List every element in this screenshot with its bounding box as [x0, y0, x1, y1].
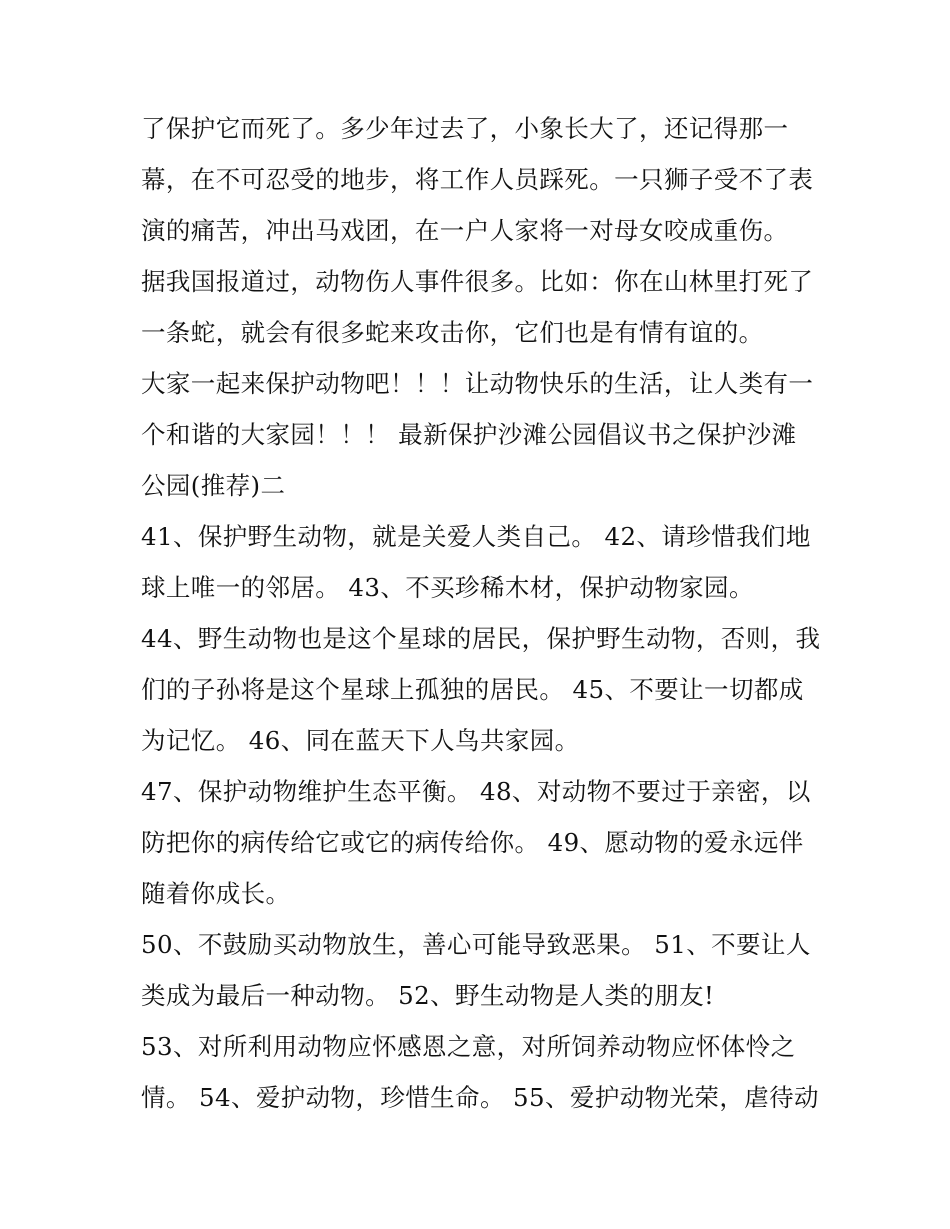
text-line: 50、不鼓励买动物放生，善心可能导致恶果。 51、不要让人: [141, 930, 811, 959]
text-line: 幕，在不可忍受的地步，将工作人员踩死。一只狮子受不了表: [141, 165, 814, 194]
text-line: 个和谐的大家园！！！ 最新保护沙滩公园倡议书之保护沙滩: [141, 420, 797, 449]
text-line: 47、保护动物维护生态平衡。 48、对动物不要过于亲密，以: [141, 777, 811, 806]
text-line: 44、野生动物也是这个星球的居民，保护野生动物，否则，我: [141, 624, 821, 653]
text-line: 类成为最后一种动物。 52、野生动物是人类的朋友!: [141, 981, 715, 1010]
text-line: 为记忆。 46、同在蓝天下人鸟共家园。: [141, 726, 580, 755]
text-line: 球上唯一的邻居。 43、不买珍稀木材，保护动物家园。: [141, 573, 754, 602]
text-line: 大家一起来保护动物吧！！！让动物快乐的生活，让人类有一: [141, 369, 814, 398]
text-line: 情。 54、爱护动物，珍惜生命。 55、爱护动物光荣，虐待动: [141, 1083, 819, 1112]
text-line: 们的子孙将是这个星球上孤独的居民。 45、不要让一切都成: [141, 675, 804, 704]
text-line: 公园(推荐)二: [141, 471, 286, 500]
text-line: 演的痛苦，冲出马戏团，在一户人家将一对母女咬成重伤。: [141, 216, 789, 245]
text-line: 53、对所利用动物应怀感恩之意，对所饲养动物应怀体怜之: [141, 1032, 796, 1061]
document-body: [141, 103, 821, 1123]
text-line: 了保护它而死了。多少年过去了，小象长大了，还记得那一: [141, 114, 789, 143]
text-line: 防把你的病传给它或它的病传给你。 49、愿动物的爱永远伴: [141, 828, 804, 857]
text-line: 随着你成长。: [141, 879, 291, 908]
text-line: 41、保护野生动物，就是关爱人类自己。 42、请珍惜我们地: [141, 522, 811, 551]
text-line: 据我国报道过，动物伤人事件很多。比如：你在山林里打死了: [141, 267, 814, 296]
text-line: 一条蛇，就会有很多蛇来攻击你，它们也是有情有谊的。: [141, 318, 764, 347]
